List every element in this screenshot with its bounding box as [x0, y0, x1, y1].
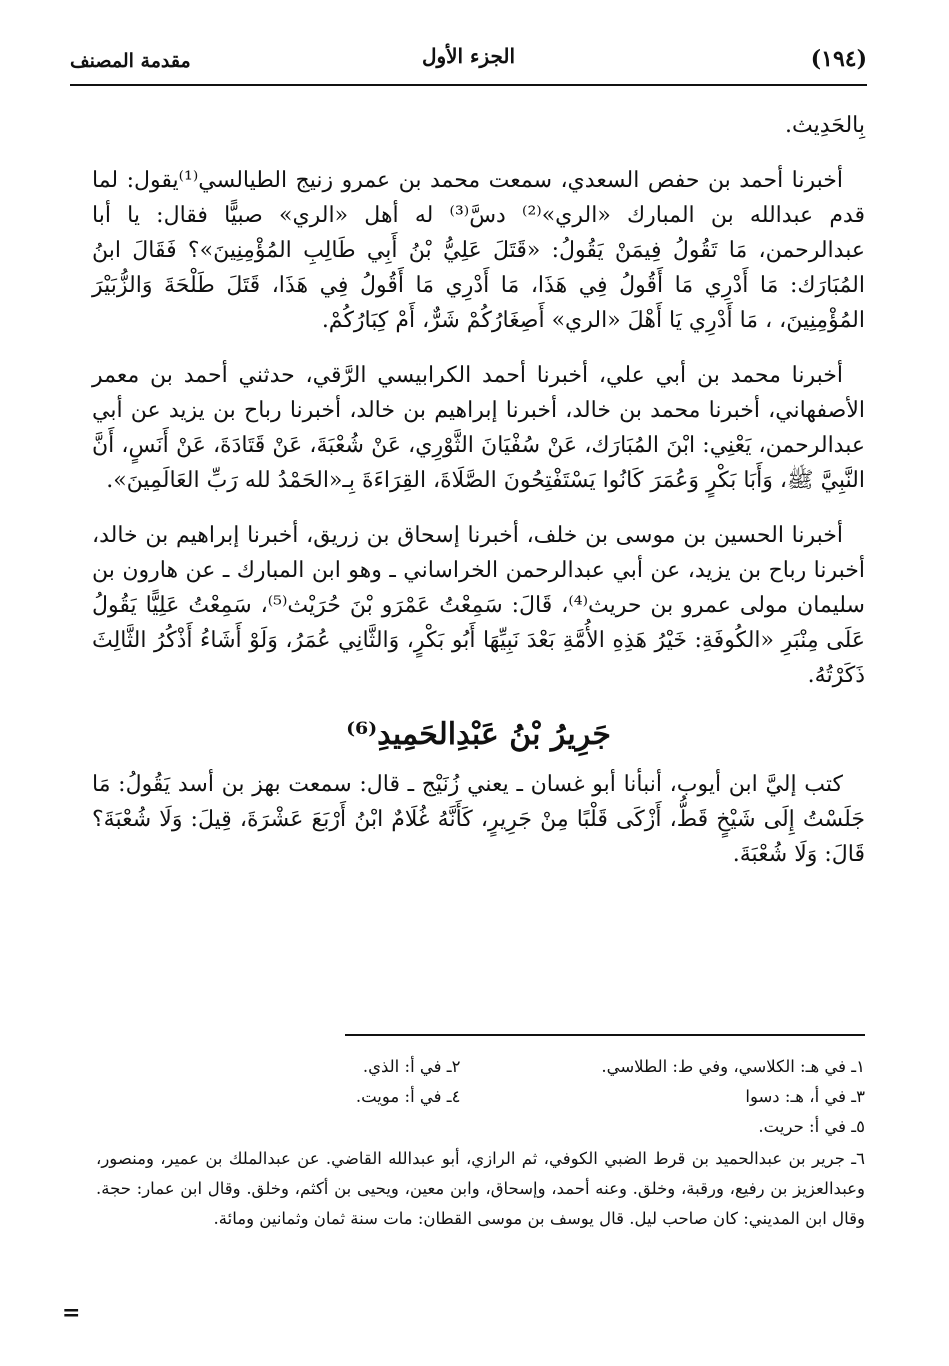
page-number: (١٩٤) [810, 46, 867, 72]
footnote-6: ٦ـ جرير بن عبدالحميد بن قرط الضبي الكوفي، ثم الرازي، أبو عبدالله القاضي. عن عبدالملك بن عمير، ومنصور، وعبدالعزيز بن رفيع، ورقبة، وخلق. وعنه أحمد، وإسحاق، وابن معين، ويحيى بن أكثم، وخلق. وقال ابن عمار: حجة. وقال ابن المديني: كان صاحب ليل. قال يوسف بن موسى القطان: مات سنة ثمان وثمانين ومائة. [96, 1149, 865, 1228]
footnote-2: ٢ـ في أ: الذي. [362, 1057, 461, 1076]
footnote-4: ٤ـ في أ: مويت. [355, 1087, 461, 1106]
continuation-mark: = [62, 1300, 81, 1326]
footnote-3: ٣ـ في أ، هـ: دسوا [745, 1087, 865, 1106]
paragraph-0: بِالحَدِيث. [785, 113, 865, 138]
footnote-1: ١ـ في هـ: الكلاسي، وفي ط: الطلاسي. [601, 1057, 865, 1076]
footnote-5: ٥ـ في أ: حريت. [758, 1117, 865, 1136]
page-header [70, 40, 867, 86]
volume-title: الجزء الأول [421, 44, 516, 68]
footnotes [96, 1052, 865, 1234]
footnote-separator [345, 1034, 865, 1036]
paragraph-1: أخبرنا أحمد بن حفص السعدي، سمعت محمد بن عمرو زنيج الطيالسي⁽¹⁾يقول: لما قدم عبدالله بن المبارك «الري»⁽²⁾ دسَّ⁽³⁾ له أهل «الري» صبيًّا فقال: يا أبا عبدالرحمن، مَا تَقُولُ فِيمَنْ يَقُولُ: «قَتَلَ عَلِيُّ بْنُ أَبِي طَالِبِ المُؤْمِنِينَ»؟ فَقَالَ ابنُ المُبَارَك: مَا أَدْرِي مَا أَقُولُ فِي هَذَا، مَا أَدْرِي مَا أَقُولُ فِي هَذَا، قَتَلَ طَلْحَةَ وَالزُّبَيْرَ المُؤْمِنِينَ، ، مَا أَدْرِي يَا أَهْلَ «الري» أَصِغَارُكُمْ شَرٌّ، أَمْ كِبَارُكُمْ. [92, 168, 866, 333]
biography-heading: جَرِيرُ بْنُ عَبْدِالحَمِيدِ⁽⁶⁾ [346, 717, 611, 752]
section-title: مقدمة المصنف [70, 50, 191, 72]
main-text [92, 108, 865, 892]
paragraph-2: أخبرنا محمد بن أبي علي، أخبرنا أحمد الكرابيسي الرَّقي، حدثني أحمد بن معمر الأصفهاني، أخبرنا محمد بن خالد، أخبرنا إبراهيم بن خالد، أخبرنا رباح بن يزيد عن أبي عبدالرحمن، يَعْنِي: ابْنَ المُبَارَك، عَنْ سُفْيَانَ الثَّوْرِي، عَنْ شُعْبَةَ، عَنْ قَتَادَةَ، عَنْ أَنَسٍ، أَنَّ النَّبِيَّ ﷺ، وَأَبَا بَكْرٍ وَعُمَرَ كَانُوا يَسْتَفْتِحُونَ الصَّلَاةَ، القِرَاءَةَ بِـ«الحَمْدُ لله رَبِّ العَالَمِينَ». [92, 363, 865, 493]
paragraph-4: كتب إليَّ ابن أيوب، أنبأنا أبو غسان ـ يعني زُنَيْج ـ قال: سمعت بهز بن أسد يَقُولُ: مَا جَلَسْتُ إِلَى شَيْخٍ قَطُّ، أَزْكَى قَلْبًا مِنْ جَرِيرٍ، كَأَنَّهُ غُلَامٌ ابْنُ أَرْبَعَ عَشْرَةَ، قِيلَ: وَلَا شُعْبَةَ؟ قَالَ: وَلَا شُعْبَةَ. [92, 772, 865, 867]
paragraph-3: أخبرنا الحسين بن موسى بن خلف، أخبرنا إسحاق بن زريق، أخبرنا إبراهيم بن خالد، أخبرنا رباح بن يزيد، عن أبي عبدالرحمن الخراساني ـ وهو ابن المبارك ـ عن هارون بن سليمان مولى عمرو بن حريث⁽⁴⁾، قَالَ: سَمِعْتُ عَمْرَو بْنَ حُرَيْث⁽⁵⁾، سَمِعْتُ عَلِيًّا يَقُولُ عَلَى مِنْبَرِ «الكُوفَةِ: خَيْرُ هَذِهِ الأُمَّةِ بَعْدَ نَبِيِّهَا أَبُو بَكْرٍ، وَالثَّانِي عُمَرُ، وَلَوْ أَشَاءُ أَذْكُرُ الثَّالِثَ ذَكَرْتُهُ. [92, 523, 865, 688]
